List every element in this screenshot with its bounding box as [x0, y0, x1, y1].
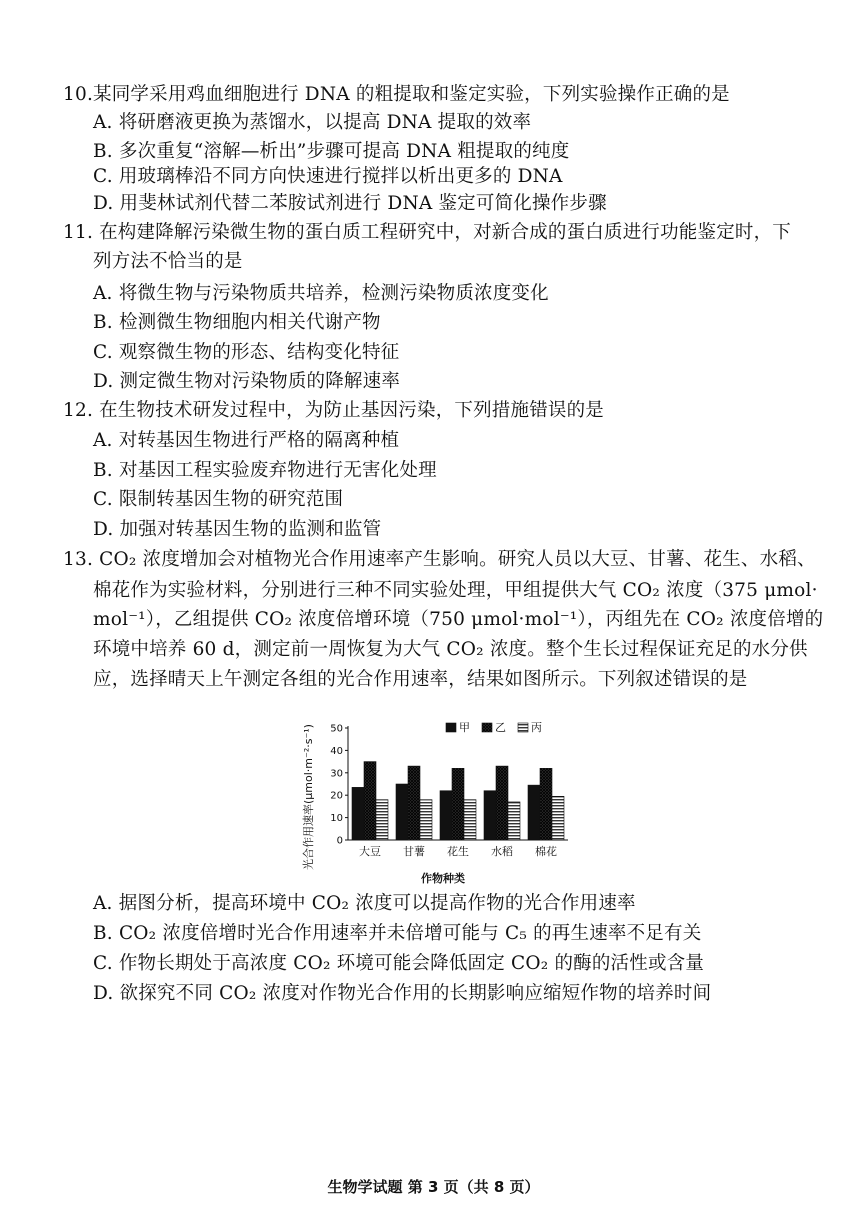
q12-option-d: D. 加强对转基因生物的监测和监管	[93, 519, 382, 540]
page-footer: 生物学试题 第 3 页（共 8 页）	[327, 1178, 540, 1196]
legend-label-甲: 甲	[459, 721, 470, 734]
chart-x-tick-labels	[359, 844, 557, 858]
q13-stem-line4: 环境中培养 60 d，测定前一周恢复为大气 CO₂ 浓度。整个生长过程保证充足的水分供	[93, 639, 808, 660]
q12-stem: 12. 在生物技术研发过程中，为防止基因污染，下列措施错误的是	[63, 400, 605, 421]
q13-stem-line5: 应，选择晴天上午测定各组的光合作用速率，结果如图所示。下列叙述错误的是	[93, 669, 748, 690]
q10-stem: 10.某同学采用鸡血细胞进行 DNA 的粗提取和鉴定实验，下列实验操作正确的是	[63, 84, 730, 105]
x-tick-label: 甘薯	[403, 845, 425, 858]
bar-乙-大豆	[364, 762, 376, 840]
bar-丙-水稻	[508, 802, 520, 840]
chart-legend	[446, 721, 542, 734]
y-axis-label: 光合作用速率(μmol·m⁻²·s⁻¹)	[302, 724, 315, 870]
y-tick-label: 50	[330, 723, 343, 735]
bar-甲-甘薯	[396, 784, 408, 840]
y-tick-label: 20	[330, 790, 343, 802]
bar-甲-棉花	[528, 785, 540, 840]
q12-option-a: A. 对转基因生物进行严格的隔离种植	[93, 430, 400, 451]
x-axis-label: 作物种类	[421, 872, 465, 885]
q10-option-d: D. 用斐林试剂代替二苯胺试剂进行 DNA 鉴定可简化操作步骤	[93, 193, 607, 214]
legend-swatch-丙	[518, 723, 528, 732]
q13-option-c: C. 作物长期处于高浓度 CO₂ 环境可能会降低固定 CO₂ 的酶的活性或含量	[93, 953, 705, 974]
y-tick-label: 40	[330, 745, 343, 757]
q13-option-a: A. 据图分析，提高环境中 CO₂ 浓度可以提高作物的光合作用速率	[93, 893, 636, 914]
bar-乙-花生	[452, 768, 464, 840]
x-tick-label: 水稻	[491, 845, 513, 858]
x-tick-label: 花生	[447, 845, 469, 858]
q11-option-c: C. 观察微生物的形态、结构变化特征	[93, 342, 400, 363]
q13-stem-line3: mol⁻¹），乙组提供 CO₂ 浓度倍增环境（750 μmol·mol⁻¹），丙组先在 CO₂ 浓度倍增的	[93, 609, 824, 630]
bar-丙-花生	[464, 800, 476, 840]
y-tick-label: 0	[336, 835, 343, 847]
q13-stem-line2: 棉花作为实验材料，分别进行三种不同实验处理，甲组提供大气 CO₂ 浓度（375 μmol·	[93, 580, 818, 601]
legend-label-丙: 丙	[531, 721, 542, 734]
chart-bars	[352, 762, 564, 840]
x-tick-label: 棉花	[535, 845, 557, 858]
y-tick-label: 30	[330, 768, 343, 780]
bar-乙-棉花	[540, 768, 552, 840]
q11-option-a: A. 将微生物与污染物质共培养，检测污染物质浓度变化	[93, 283, 549, 304]
bar-丙-棉花	[552, 796, 564, 840]
bar-甲-水稻	[484, 791, 496, 840]
legend-label-乙: 乙	[495, 721, 506, 734]
q10-option-c: C. 用玻璃棒沿不同方向快速进行搅拌以析出更多的 DNA	[93, 166, 563, 187]
q10-option-b: B. 多次重复“溶解—析出”步骤可提高 DNA 粗提取的纯度	[93, 141, 570, 162]
q13-stem-line1: 13. CO₂ 浓度增加会对植物光合作用速率产生影响。研究人员以大豆、甘薯、花生、水稻、	[63, 549, 816, 570]
q13-option-d: D. 欲探究不同 CO₂ 浓度对作物光合作用的长期影响应缩短作物的培养时间	[93, 983, 712, 1004]
photosynthesis-bar-chart	[298, 700, 588, 890]
q11-stem-line1: 11. 在构建降解污染微生物的蛋白质工程研究中，对新合成的蛋白质进行功能鉴定时，下	[63, 222, 792, 243]
bar-丙-甘薯	[420, 800, 432, 840]
q10-option-a: A. 将研磨液更换为蒸馏水，以提高 DNA 提取的效率	[93, 112, 532, 133]
legend-swatch-乙	[482, 723, 492, 732]
bar-乙-水稻	[496, 766, 508, 840]
q12-option-c: C. 限制转基因生物的研究范围	[93, 489, 344, 510]
q11-option-b: B. 检测微生物细胞内相关代谢产物	[93, 312, 381, 333]
bar-乙-甘薯	[408, 766, 420, 840]
bar-甲-花生	[440, 791, 452, 840]
q13-option-b: B. CO₂ 浓度倍增时光合作用速率并未倍增可能与 C₅ 的再生速率不足有关	[93, 923, 702, 944]
bar-丙-大豆	[376, 800, 388, 840]
y-tick-label: 10	[330, 813, 343, 825]
q11-stem-line2: 列方法不恰当的是	[93, 251, 243, 272]
x-tick-label: 大豆	[359, 845, 381, 858]
legend-swatch-甲	[446, 723, 456, 732]
bar-甲-大豆	[352, 787, 364, 840]
q12-option-b: B. 对基因工程实验废弃物进行无害化处理	[93, 460, 437, 481]
q11-option-d: D. 测定微生物对污染物质的降解速率	[93, 371, 401, 392]
